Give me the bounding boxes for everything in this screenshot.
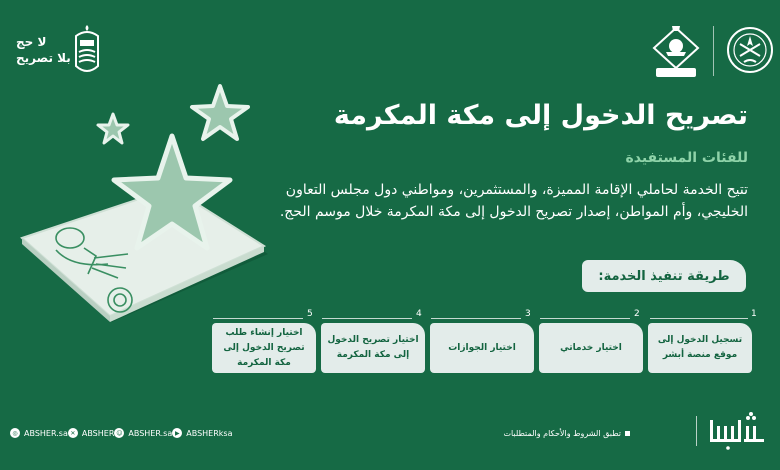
social-youtube[interactable] (172, 428, 232, 438)
step-5-line (213, 318, 303, 319)
step-3-card (430, 323, 534, 373)
step-3-line (431, 318, 521, 319)
card-stars-illustration (0, 78, 290, 340)
step-4-text: اختيار تصريح الدخول إلى مكة المكرمة (327, 335, 419, 360)
footer (10, 428, 630, 438)
absher-divider (696, 416, 697, 446)
step-2-number: 2 (634, 309, 640, 319)
step-4-number: 4 (416, 309, 422, 319)
step-1-line (650, 318, 748, 319)
step-1-number: 1 (751, 309, 757, 319)
step-1-text: تسجيل الدخول إلى موقع منصة أبشر (657, 335, 743, 360)
small-star-icon (98, 114, 128, 143)
social-snapchat[interactable] (114, 428, 172, 438)
emblem-divider (713, 26, 714, 76)
instagram-handle: ABSHER.sa (24, 428, 68, 438)
step-2-text: اختيار خدماتي (560, 342, 622, 353)
step-4-card (321, 323, 425, 373)
youtube-icon: ▶ (172, 428, 182, 438)
service-method-label (582, 260, 746, 292)
beneficiary-categories-heading: للفئات المستفيدة (625, 150, 748, 166)
step-5-card (212, 323, 316, 373)
terms-note (503, 429, 630, 438)
medium-star-icon (192, 86, 248, 139)
campaign-slogan (16, 34, 76, 66)
campaign-line-1: لا حج (16, 35, 47, 49)
step-2-card (539, 323, 643, 373)
terms-text: تطبق الشروط والأحكام والمتطلبات (503, 428, 621, 438)
service-method-text: طريقة تنفيذ الخدمة: (598, 268, 730, 284)
jawazat-emblem-icon (646, 22, 706, 80)
social-x[interactable] (68, 428, 115, 438)
page-title: تصريح الدخول إلى مكة المكرمة (333, 100, 748, 131)
youtube-handle: ABSHERksa (186, 428, 233, 438)
hajj-campaign-logo-icon (70, 22, 104, 78)
step-5-number: 5 (307, 309, 313, 319)
snapchat-icon: ☺ (116, 429, 123, 437)
bullet-square-icon (625, 431, 630, 436)
x-icon: ✕ (68, 428, 78, 438)
snapchat-handle: ABSHER.sa (128, 428, 173, 438)
x-handle: ABSHER (81, 428, 115, 438)
campaign-line-2: بلا تصريح (16, 51, 71, 65)
step-2-line (540, 318, 630, 319)
step-3-text: اختيار الجوازات (448, 342, 516, 353)
step-3-number: 3 (525, 309, 531, 319)
step-1-card (648, 323, 752, 373)
step-4-line (322, 318, 412, 319)
instagram-icon: ◎ (10, 428, 20, 438)
absher-logo-icon (704, 412, 770, 452)
ministry-interior-emblem-icon (724, 22, 776, 80)
step-5-text: اختيار إنشاء طلب تصريح الدخول إلى مكة المكرمة (223, 327, 305, 368)
service-description: تتيح الخدمة لحاملي الإقامة المميزة، والمستثمرين، ومواطني دول مجلس التعاون الخليجي، وأم المواطن، إصدار تصريح الدخول إلى مكة المكرمة خلال موسم الحج. (279, 182, 748, 220)
social-instagram[interactable] (10, 428, 68, 438)
